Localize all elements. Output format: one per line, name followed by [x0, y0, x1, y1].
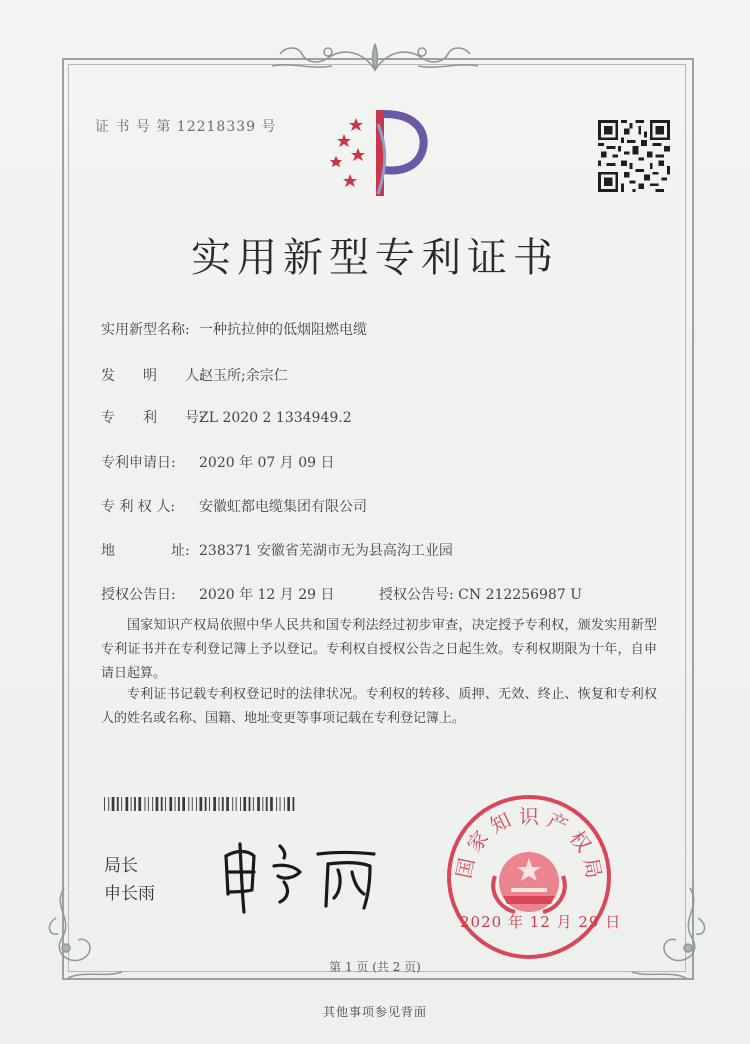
field-patent-number [101, 407, 352, 427]
field-grant-announcement [101, 584, 661, 604]
patent-office-logo-icon [318, 104, 438, 200]
certificate-title: 实用新型专利证书 [191, 235, 559, 281]
field-label: 授权公告日: [101, 587, 176, 603]
seal-date: 2020 年 12 月 29 日 [460, 913, 622, 931]
barcode-icon [104, 797, 296, 811]
field-value: 一种抗拉伸的低烟阻燃电缆 [199, 322, 367, 338]
field-utility-model-name [101, 319, 367, 339]
field-label: 授权公告号: [379, 587, 454, 603]
grant-statement-paragraph: 国家知识产权局依照中华人民共和国专利法经过初步审查，决定授予专利权，颁发实用新型专利证书并在专利登记簿上予以登记。专利权自授权公告之日起生效。专利权期限为十年，自申请日起算。 [101, 618, 657, 681]
seal-text: 国 家 知 识 产 权 局 [451, 804, 607, 881]
field-value: 安徽虹都电缆集团有限公司 [199, 499, 367, 515]
field-value: 2020 年 12 月 29 日 [199, 587, 335, 603]
field-value: 2020 年 07 月 09 日 [199, 455, 335, 471]
field-label: 专 利 号: [101, 410, 204, 426]
field-label: 实用新型名称: [101, 322, 190, 338]
field-inventor [101, 365, 288, 385]
field-value: ZL 2020 2 1334949.2 [199, 410, 352, 426]
qr-code-icon [598, 120, 670, 192]
director-name: 申长雨 [104, 884, 155, 904]
page-number: 第 1 页 (共 2 页) [329, 960, 421, 974]
field-filing-date [101, 452, 335, 472]
field-value: 赵玉所;余宗仁 [199, 368, 288, 384]
field-label: 地 址: [101, 543, 190, 559]
field-label: 专利申请日: [101, 455, 176, 471]
official-seal-icon [444, 792, 614, 962]
grant-number [379, 584, 582, 604]
director-title: 局长 [104, 856, 138, 876]
footer-note: 其他事项参见背面 [322, 1005, 427, 1019]
director-signature-icon [214, 836, 384, 916]
field-patentee [101, 496, 367, 516]
top-ornament-icon [262, 40, 488, 80]
field-label: 专 利 权 人: [101, 499, 176, 515]
field-value: CN 212256987 U [458, 587, 582, 603]
field-label: 发 明 人: [101, 368, 204, 384]
field-value: 238371 安徽省芜湖市无为县高沟工业园 [199, 543, 453, 559]
field-address [101, 540, 453, 560]
certificate-number: 证 书 号 第 12218339 号 [95, 119, 277, 135]
legal-status-paragraph: 专利证书记载专利权登记时的法律状况。专利权的转移、质押、无效、终止、恢复和专利权人的姓名或名称、国籍、地址变更等事项记载在专利登记簿上。 [101, 687, 657, 726]
